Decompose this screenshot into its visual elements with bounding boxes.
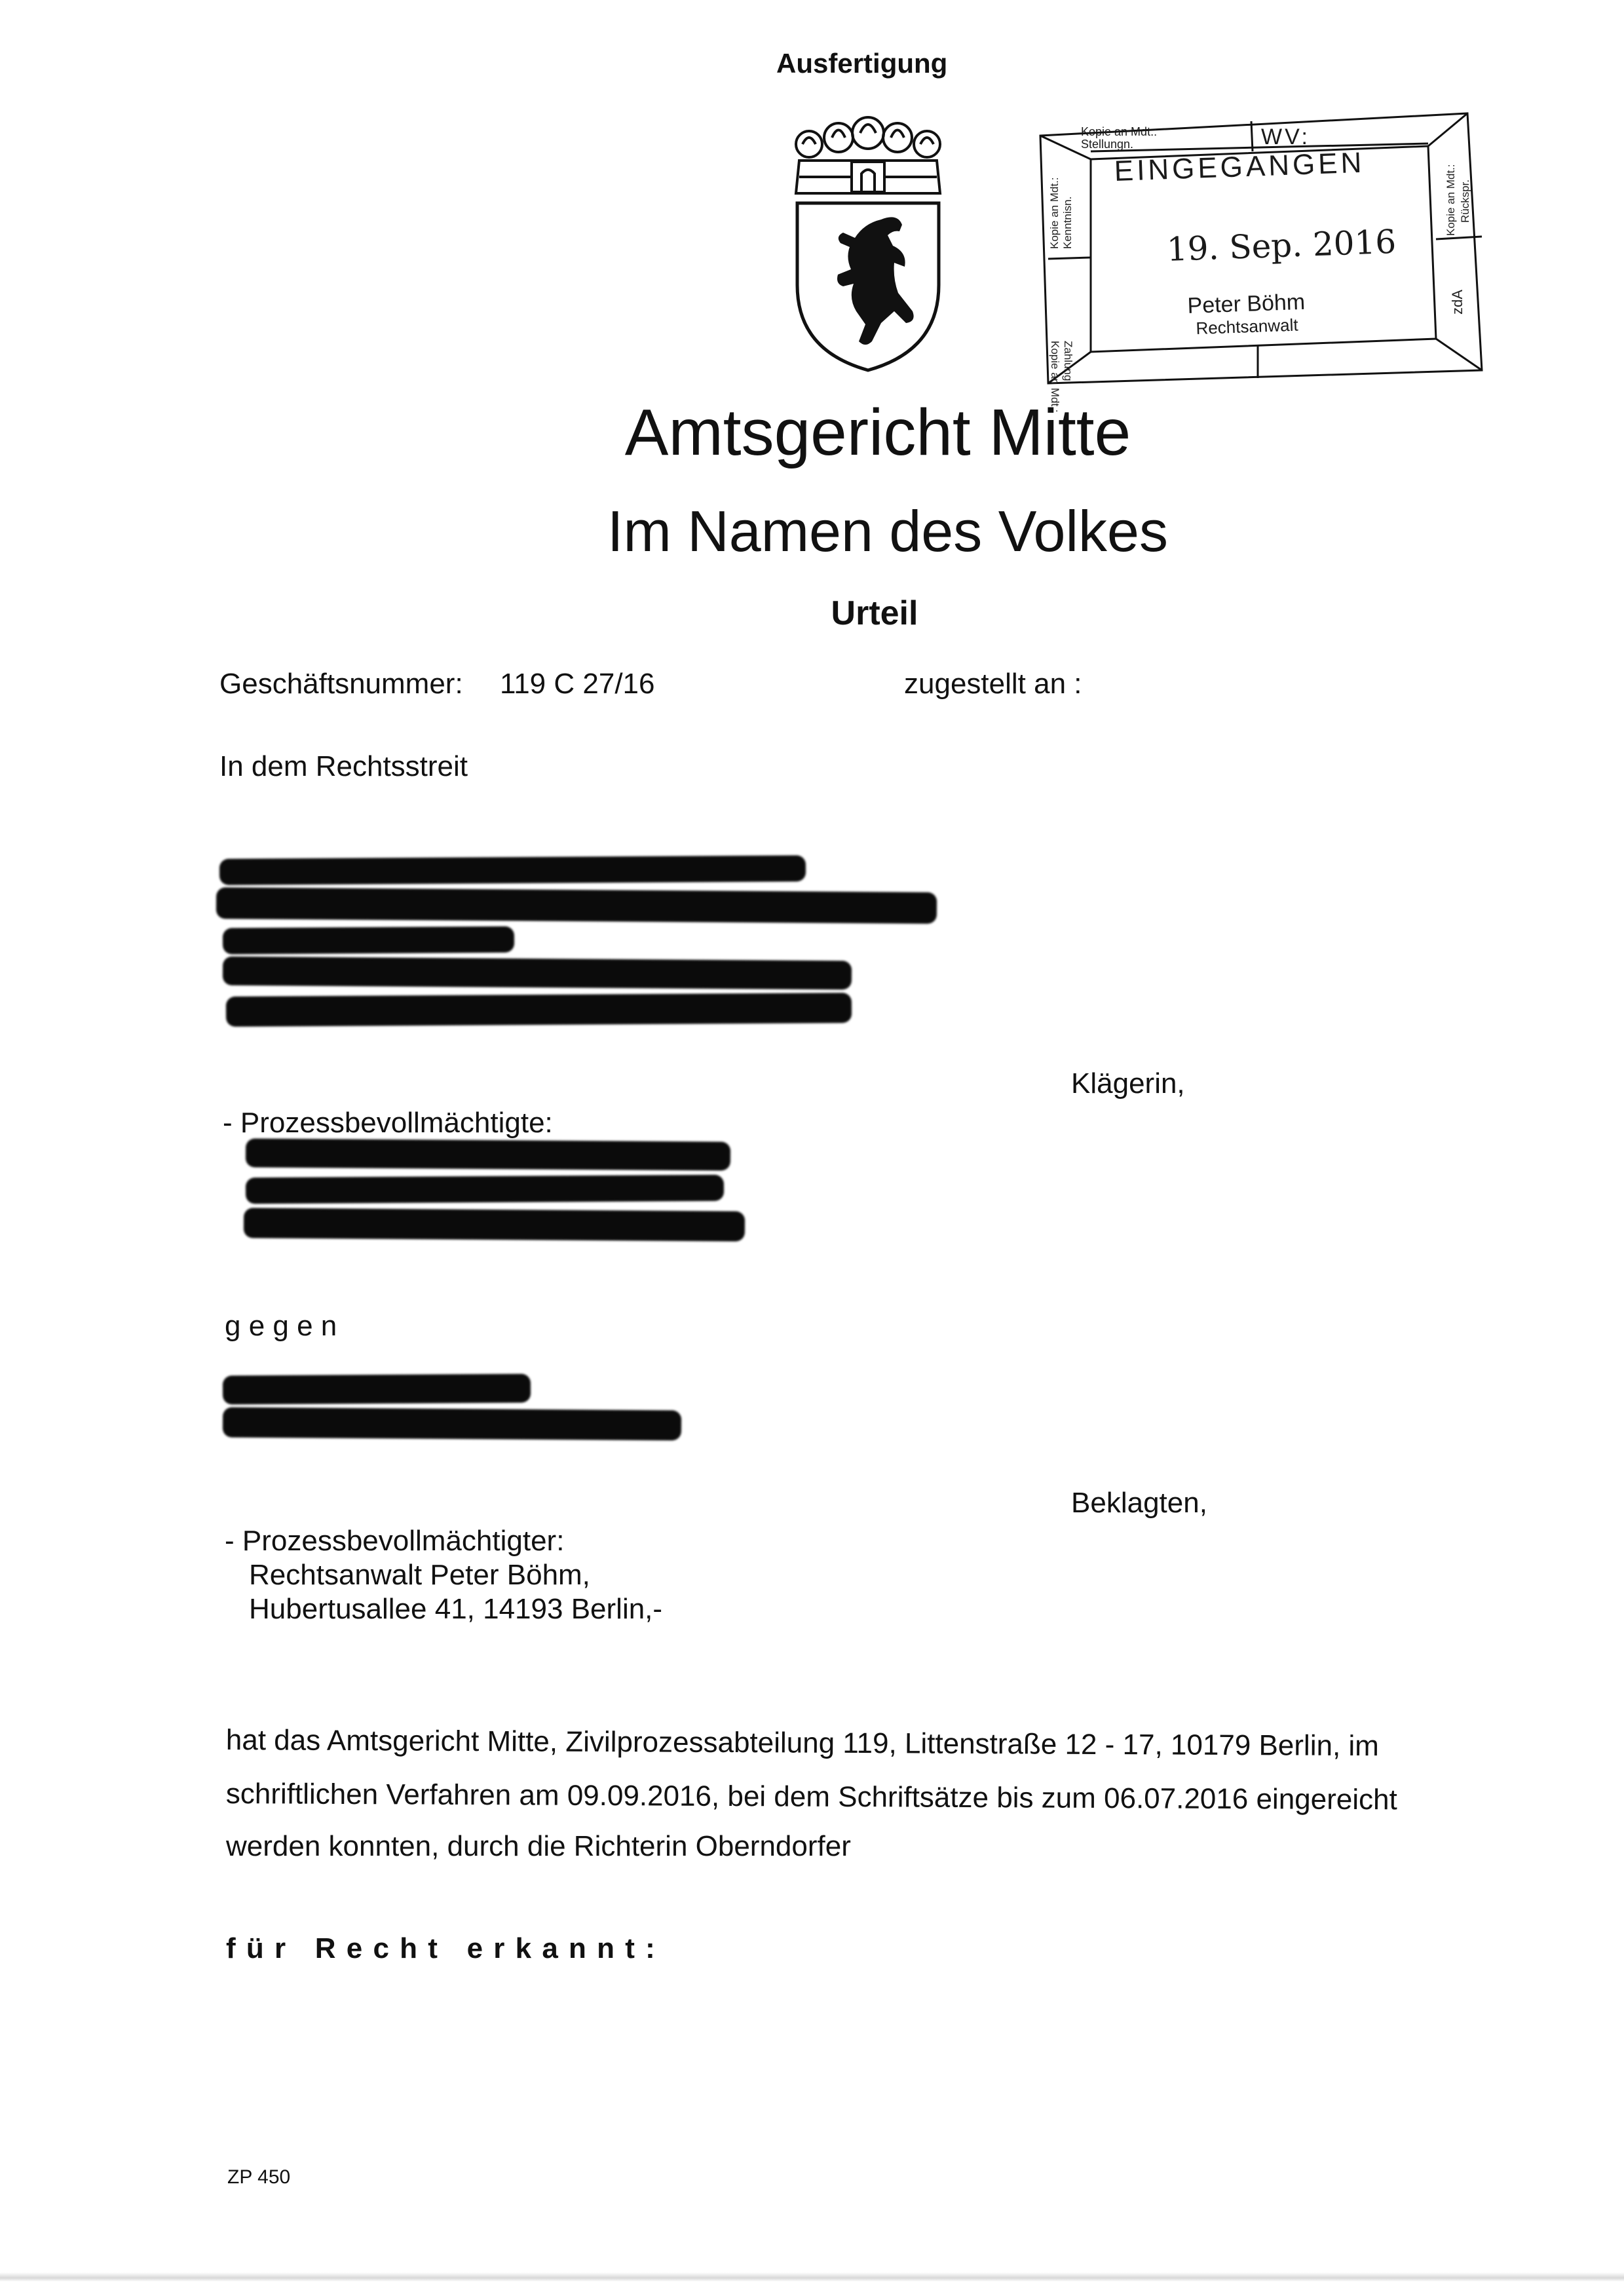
redacted-counsel-line-3 <box>244 1208 745 1241</box>
defendant-counsel-line-1: Rechtsanwalt Peter Böhm, <box>249 1559 590 1591</box>
stamp-right-2: Rückspr. <box>1459 179 1471 223</box>
form-code: ZP 450 <box>227 2166 291 2188</box>
served-to-label: zugestellt an : <box>904 668 1082 700</box>
redacted-defendant-line-1 <box>223 1374 531 1405</box>
case-number-value: 119 C 27/16 <box>500 668 655 700</box>
stamp-left-1: Kopie an Mdt.: <box>1048 177 1061 249</box>
redacted-plaintiff-line-5 <box>226 993 852 1027</box>
court-name: Amtsgericht Mitte <box>624 396 1131 469</box>
redacted-defendant-line-2 <box>223 1407 681 1441</box>
redacted-plaintiff-line-1 <box>219 855 806 885</box>
stamp-date: 19. Sep. 2016 <box>1166 222 1397 269</box>
redacted-counsel-line-1 <box>246 1138 730 1170</box>
ausfertigung-label: Ausfertigung <box>776 48 948 79</box>
stamp-right-3: zdA <box>1449 290 1465 315</box>
stamp-wv-label: WV: <box>1261 124 1310 149</box>
redacted-counsel-line-2 <box>246 1175 724 1204</box>
verdict-heading: f ü r R e c h t e r k a n n t : <box>226 1932 656 1964</box>
stamp-right-1: Kopie an Mdt.: <box>1445 164 1457 236</box>
body-line-1: hat das Amtsgericht Mitte, Zivilprozessabteilung 119, Littenstraße 12 - 17, 10179 Berlin, im <box>225 1724 1380 1763</box>
redacted-plaintiff-line-4 <box>223 957 852 990</box>
redacted-plaintiff-line-2 <box>216 887 937 924</box>
redacted-plaintiff-line-3 <box>223 927 514 955</box>
plaintiff-counsel-label: - Prozessbevollmächtigte: <box>223 1107 553 1139</box>
body-line-3: werden konnten, durch die Richterin Oberndorfer <box>226 1830 851 1862</box>
scan-edge-shadow <box>0 2272 1624 2282</box>
defendant-role: Beklagten, <box>1071 1487 1207 1519</box>
document-type: Urteil <box>831 594 918 632</box>
stamp-received-text: EINGEGANGEN <box>1114 146 1366 187</box>
plaintiff-role: Klägerin, <box>1071 1067 1185 1100</box>
stamp-left-3: Kopie an Mdt.: <box>1049 341 1061 413</box>
stamp-lawyer-name: Peter Böhm <box>1187 289 1306 318</box>
stamp-lawyer-title: Rechtsanwalt <box>1196 315 1299 338</box>
case-number-label: Geschäftsnummer: <box>219 668 463 700</box>
defendant-counsel-label: - Prozessbevollmächtigter: <box>225 1525 565 1557</box>
stamp-left-2: Kenntnisn. <box>1061 196 1074 249</box>
body-line-2: schriftlichen Verfahren am 09.09.2016, bei dem Schriftsätze bis zum 06.07.2016 eingereicht <box>225 1778 1397 1816</box>
defendant-counsel-line-2: Hubertusallee 41, 14193 Berlin,- <box>249 1593 663 1625</box>
versus-label: g e g e n <box>225 1310 337 1342</box>
berlin-coat-of-arms-icon <box>783 115 953 377</box>
stamp-left-4: Zahlung <box>1062 341 1074 381</box>
judgment-formula: Im Namen des Volkes <box>607 499 1168 564</box>
proceedings-intro: In dem Rechtsstreit <box>219 750 468 782</box>
stamp-statement-label: Stellungn. <box>1081 137 1134 151</box>
stamp-copy-label: Kopie an Mdt.: <box>1081 125 1158 138</box>
